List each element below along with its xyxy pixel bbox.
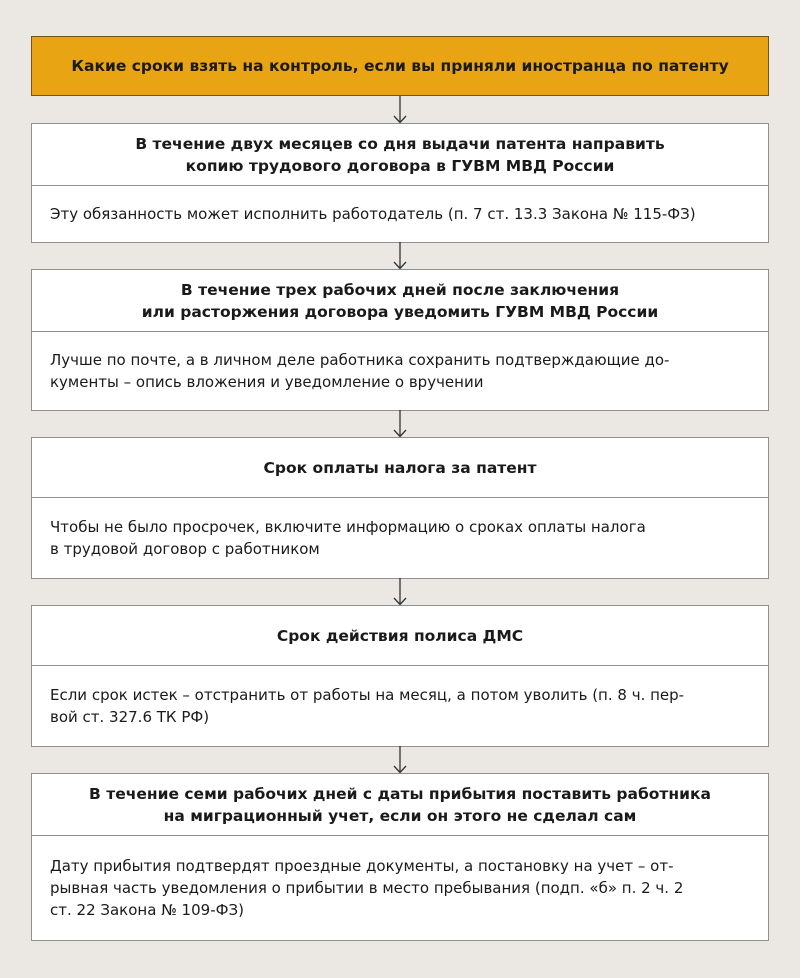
step-2-heading-line-2: или расторжения договора уведомить ГУВМ МВД России	[141, 302, 659, 321]
step-3-body-line-1: Чтобы не было просрочек, включите информацию о сроках оплаты налога	[50, 518, 646, 536]
step-4-heading-line-1: Срок действия полиса ДМС	[276, 626, 524, 645]
step-3-heading	[32, 438, 768, 498]
step-4-body	[32, 666, 768, 746]
step-5-body-line-3: ст. 22 Закона № 109-ФЗ)	[50, 901, 244, 919]
arrow-down-icon	[391, 578, 409, 606]
step-5-body-line-2: рывная часть уведомления о прибытии в место пребывания (подп. «б» п. 2 ч. 2	[50, 879, 684, 897]
step-5-heading-line-1: В течение семи рабочих дней с даты прибытия поставить работника	[89, 784, 711, 803]
step-2-body-line-2: кументы – опись вложения и уведомление о вручении	[50, 373, 484, 391]
step-1-heading-line-1: В течение двух месяцев со дня выдачи патента направить	[135, 134, 665, 153]
step-1-box	[31, 123, 769, 243]
arrow-down-icon	[391, 96, 409, 124]
step-4-body-line-1: Если срок истек – отстранить от работы на месяц, а потом уволить (п. 8 ч. пер-	[50, 686, 685, 704]
step-2-heading	[32, 270, 768, 332]
step-2-heading-line-1: В течение трех рабочих дней после заключения	[180, 280, 620, 299]
step-1-heading-line-2: копию трудового договора в ГУВМ МВД России	[185, 156, 615, 175]
step-1-body-line-1: Эту обязанность может исполнить работодатель (п. 7 ст. 13.3 Закона № 115-ФЗ)	[50, 205, 696, 223]
flowchart-title-text: Какие сроки взять на контроль, если вы приняли иностранца по патенту	[71, 57, 729, 75]
arrow-down-icon	[391, 746, 409, 774]
step-3-heading-line-1: Срок оплаты налога за патент	[263, 458, 537, 477]
step-1-heading	[32, 124, 768, 186]
step-3-body-line-2: в трудовой договор с работником	[50, 540, 320, 558]
arrow-down-icon	[391, 410, 409, 438]
step-5-body-line-1: Дату прибытия подтвердят проездные документы, а постановку на учет – от-	[50, 857, 674, 875]
step-5-body	[32, 836, 768, 940]
step-2-body-line-1: Лучше по почте, а в личном деле работника сохранить подтверждающие до-	[50, 351, 670, 369]
step-4-heading	[32, 606, 768, 666]
step-1-body	[32, 186, 768, 242]
step-5-heading	[32, 774, 768, 836]
arrow-down-icon	[391, 242, 409, 270]
step-4-body-line-2: вой ст. 327.6 ТК РФ)	[50, 708, 210, 726]
flowchart-title	[31, 36, 769, 96]
step-5-box	[31, 773, 769, 941]
step-3-box	[31, 437, 769, 579]
step-4-box	[31, 605, 769, 747]
step-3-body	[32, 498, 768, 578]
step-5-heading-line-2: на миграционный учет, если он этого не сделал сам	[163, 806, 637, 825]
step-2-box	[31, 269, 769, 411]
step-2-body	[32, 332, 768, 410]
